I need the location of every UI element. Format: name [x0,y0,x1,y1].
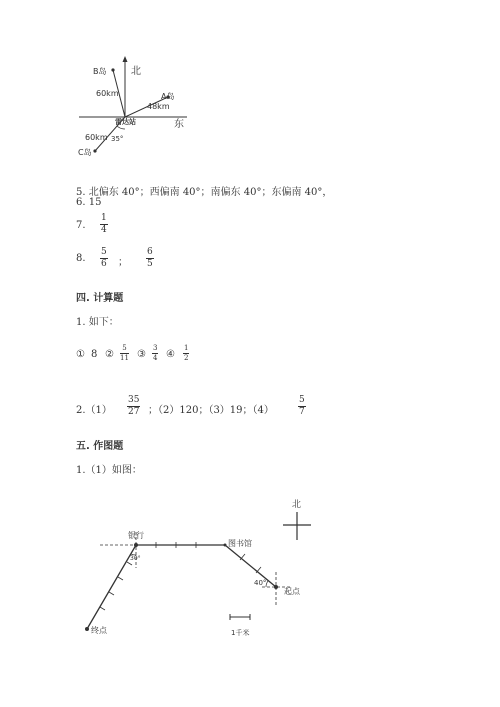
answer-5-text: 北偏东 40°；西偏南 40°；南偏东 40°；东偏南 40°， [88,187,333,198]
answer-8-fraction-b [146,248,154,269]
radar-island-a-label: A岛 [161,92,175,101]
answer-7-label: 7. [76,220,86,231]
radar-island-c-label: C岛 [78,148,92,157]
calc-1-item-2-index: ② [105,349,114,360]
radar-station-label: 雷达站 [115,118,136,126]
calc-1-item-1-value: 8 [91,349,98,360]
island-b-point [111,68,114,71]
calc-1-item-3-index: ③ [137,349,146,360]
answer-5-label: 5. [76,187,86,198]
radar-east-label: 东 [174,119,184,130]
fraction-denominator: 4 [101,225,107,235]
route-library-label: 图书馆 [228,539,252,548]
radar-dist-b-label: 60km [96,89,119,98]
library-point [224,544,227,547]
calc-2-fraction-1 [127,396,140,417]
radar-dist-c-label: 60km [85,133,108,142]
fraction-denominator: 7 [299,407,305,417]
calc-1-item-2-fraction [120,345,129,362]
calc-2-middle-text: ；（2）120；（3）19；（4） [148,405,274,416]
north-arrow-icon [123,56,128,62]
fraction-numerator: 5 [299,395,305,405]
section-5-title: 五. 作图题 [76,441,124,452]
fraction-denominator: 6 [101,259,107,269]
calc-1-label: 1. 如下： [76,317,119,328]
fraction-denominator: 27 [128,407,140,417]
answer-6 [76,197,101,208]
fraction-numerator: 35 [128,395,140,405]
route-ticks-diagonal-right [240,554,261,573]
radar-angle-label: 35° [111,135,124,143]
route-lib-angle-label: 40° [254,579,267,587]
route-bank-label: 银行 [128,531,144,540]
calc-1-item-4-fraction [183,345,189,362]
route-bank-angle-label: 30° [130,555,141,562]
fraction-denominator: 2 [184,354,189,362]
fraction-numerator: 5 [101,247,107,257]
route-library-to-start [225,545,276,587]
route-start-label: 起点 [284,587,300,596]
route-diagram [80,490,330,650]
calc-1-item-1-index: ① [76,349,85,360]
route-ticks-diagonal-left [100,562,132,610]
calc-2-fraction-2 [298,396,306,417]
answer-5 [76,183,332,198]
fraction-numerator: 1 [184,344,189,352]
answer-6-text: 15 [88,197,102,208]
fraction-denominator: 5 [147,259,153,269]
answer-6-label: 6. [76,197,86,208]
route-scale-label: 1千米 [231,629,250,637]
calc-1-item-4-index: ④ [166,349,175,360]
bank-point [134,543,138,547]
route-bank-to-end [87,545,136,629]
calc-1-item-3-fraction [152,345,158,362]
end-point [85,627,89,631]
draw-1-label: 1.（1）如图： [76,465,142,476]
fraction-denominator: 11 [120,354,129,362]
start-point [274,585,278,589]
fraction-numerator: 3 [153,344,158,352]
calc-2-label: 2.（1） [76,405,112,416]
fraction-denominator: 4 [153,354,158,362]
answer-8-separator: ； [118,257,128,268]
fraction-numerator: 5 [120,345,129,354]
answer-8-label: 8. [76,253,86,264]
answer-8-fraction-a [100,248,108,269]
radar-dist-a-label: 48km [147,102,170,111]
route-end-label: 终点 [91,626,107,635]
fraction-numerator: 1 [101,213,107,223]
radar-north-label: 北 [131,66,141,77]
answer-7-fraction [100,214,108,235]
route-north-label: 北 [292,500,302,510]
fraction-numerator: 6 [147,247,153,257]
section-4-title: 四. 计算题 [76,293,124,304]
radar-island-b-label: B岛 [93,67,107,76]
island-c-point [93,149,96,152]
